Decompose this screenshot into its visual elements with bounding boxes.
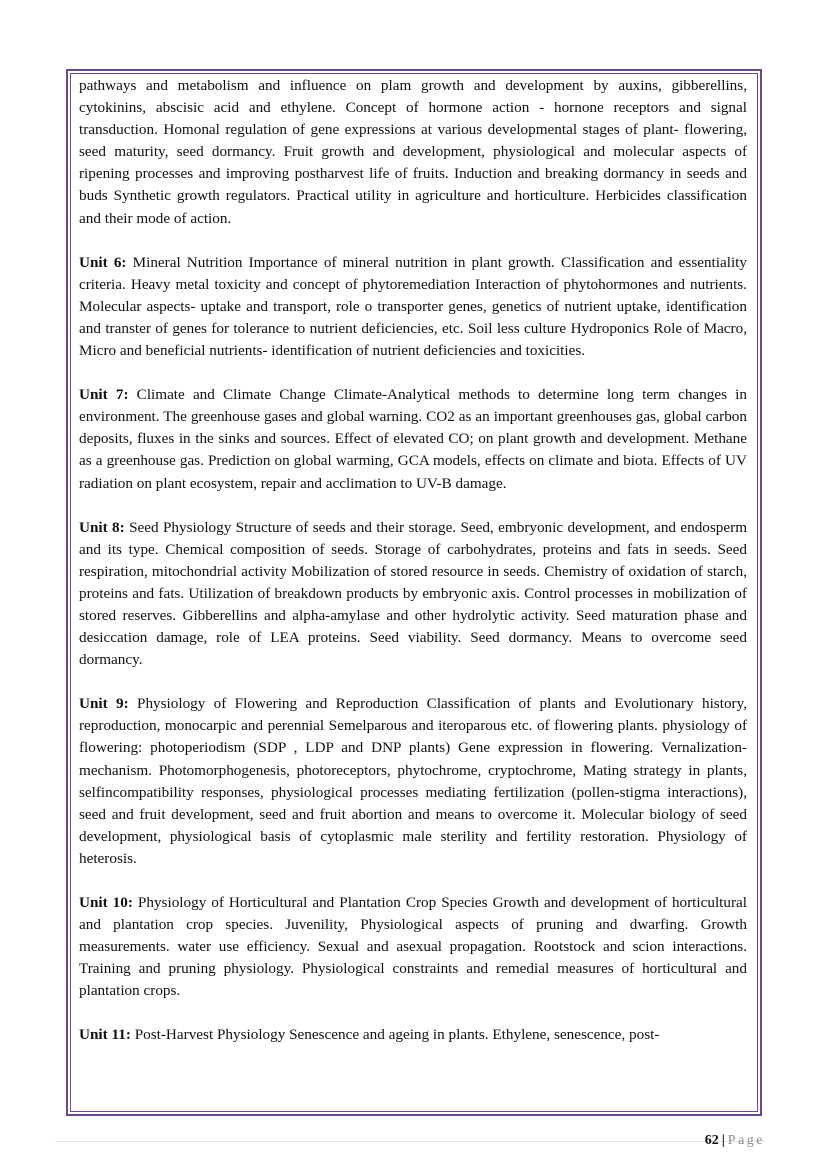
paragraph-text: Seed Physiology Structure of seeds and their storage. Seed, embryonic development, and endosperm and its type. Chemical composition of seeds. Storage of carbohydrates, proteins and fats in seeds. Seed respiration, mitochondrial activity Mobilization of stored resource in seeds. Chemistry of oxidation of starch, proteins and fats. Utilization of breakdown products by embryonic axis. Control processes in mobilization of stored reserves. Gibberellins and alpha-amylase and other hydrolytic activity. Seed maturation phase and desiccation damage, role of LEA proteins. Seed viability. Seed dormancy. Means to overcome seed dormancy. bbox=[79, 518, 748, 669]
paragraph-text: Climate and Climate Change Climate-Analytical methods to determine long term changes in environment. The greenhouse gases and global warning. CO2 as an important greenhouses gas, global carbon deposits, fluxes in the sinks and sources. Effect of elevated CO; on plant growth and development. Methane as a greenhouse gas. Prediction on global warming, GCA models, effects on climate and biota. Effects of UV radiation on plant ecosystem, repair and acclimation to UV-B damage. bbox=[79, 386, 747, 492]
paragraph-text: Post-Harvest Physiology Senescence and ageing in plants. Ethylene, senescence, post- bbox=[130, 1026, 660, 1044]
unit-heading: Unit 8: bbox=[79, 518, 125, 536]
paragraph-unit-9 bbox=[79, 693, 747, 870]
paragraph-unit-10 bbox=[79, 892, 747, 1002]
page-number: 62 bbox=[704, 1133, 719, 1148]
paragraph-text: Mineral Nutrition Importance of mineral nutrition in plant growth. Classification and essentiality criteria. Heavy metal toxicity and concept of phytoremediation Interaction of phytohormones and nutrients. Molecular aspects- uptake and transport, role o transporter genes, genetics of nutrient uptake, identification and transter of genes for tolerance to nutrient deficiencies, etc. Soil less culture Hydroponics Role of Macro, Micro and beneficial nutrients- identification of nutrient deficiencies and toxicities. bbox=[79, 253, 747, 360]
unit-heading: Unit 6: bbox=[79, 253, 127, 271]
paragraph-unit-6 bbox=[79, 252, 747, 362]
unit-heading: Unit 7: bbox=[79, 386, 129, 404]
paragraph-continuation bbox=[79, 75, 747, 230]
paragraph-unit-11 bbox=[79, 1024, 747, 1046]
page-footer bbox=[705, 1132, 765, 1150]
unit-heading: Unit 10: bbox=[79, 894, 133, 911]
paragraph-unit-7 bbox=[79, 384, 747, 494]
page-label: Page bbox=[727, 1133, 765, 1148]
footer-divider bbox=[55, 1141, 765, 1142]
unit-heading: Unit 11: bbox=[79, 1026, 131, 1044]
document-body bbox=[79, 75, 747, 1069]
footer-separator: | bbox=[721, 1133, 725, 1148]
unit-heading: Unit 9: bbox=[79, 695, 129, 713]
paragraph-text: pathways and metabolism and influence on plam growth and development by auxins, gibberellins, cytokinins, abscisic acid and ethylene. Concept of hormone action - hornone receptors and signal transduction. Homonal regulation of gene expressions at various developmental stages of plant- flowering, seed maturity, seed dormancy. Fruit growth and development, physiological and molecular aspects of ripening processes and improving postharvest life of fruits. Induction and breaking dormancy in seeds and buds Synthetic growth regulators. Practical utility in agriculture and horticulture. Herbicides classification and their mode of action. bbox=[79, 77, 747, 227]
paragraph-text: Physiology of Flowering and Reproduction Classification of plants and Evolutionary history, reproduction, monocarpic and perennial Semelparous and iteroparous etc. of flowering plants. physiology of flowering: photoperiodism (SDP , LDP and DNP plants) Gene expression in flowering. Vernalization-mechanism. Photomorphogenesis, photoreceptors, phytochrome, cryptochrome, Mating strategy in plants, selfincompatibility responses, physiological processes mediating fertilization (pollen-stigma interactions), seed and fruit development, seed and fruit abortion and means to overcome it. Molecular biology of seed development, physiological basis of cytoplasmic male sterility and fertility restoration. Physiology of heterosis. bbox=[79, 695, 747, 867]
paragraph-text: Physiology of Horticultural and Plantation Crop Species Growth and development of horticultural and plantation crop species. Juvenility, Physiological aspects of pruning and dwarfing. Growth measurements. water use efficiency. Sexual and asexual propagation. Rootstock and scion interactions. Training and pruning physiology. Physiological constraints and remedial measures of horticultural and plantation crops. bbox=[79, 894, 748, 1000]
paragraph-unit-8 bbox=[79, 517, 747, 672]
